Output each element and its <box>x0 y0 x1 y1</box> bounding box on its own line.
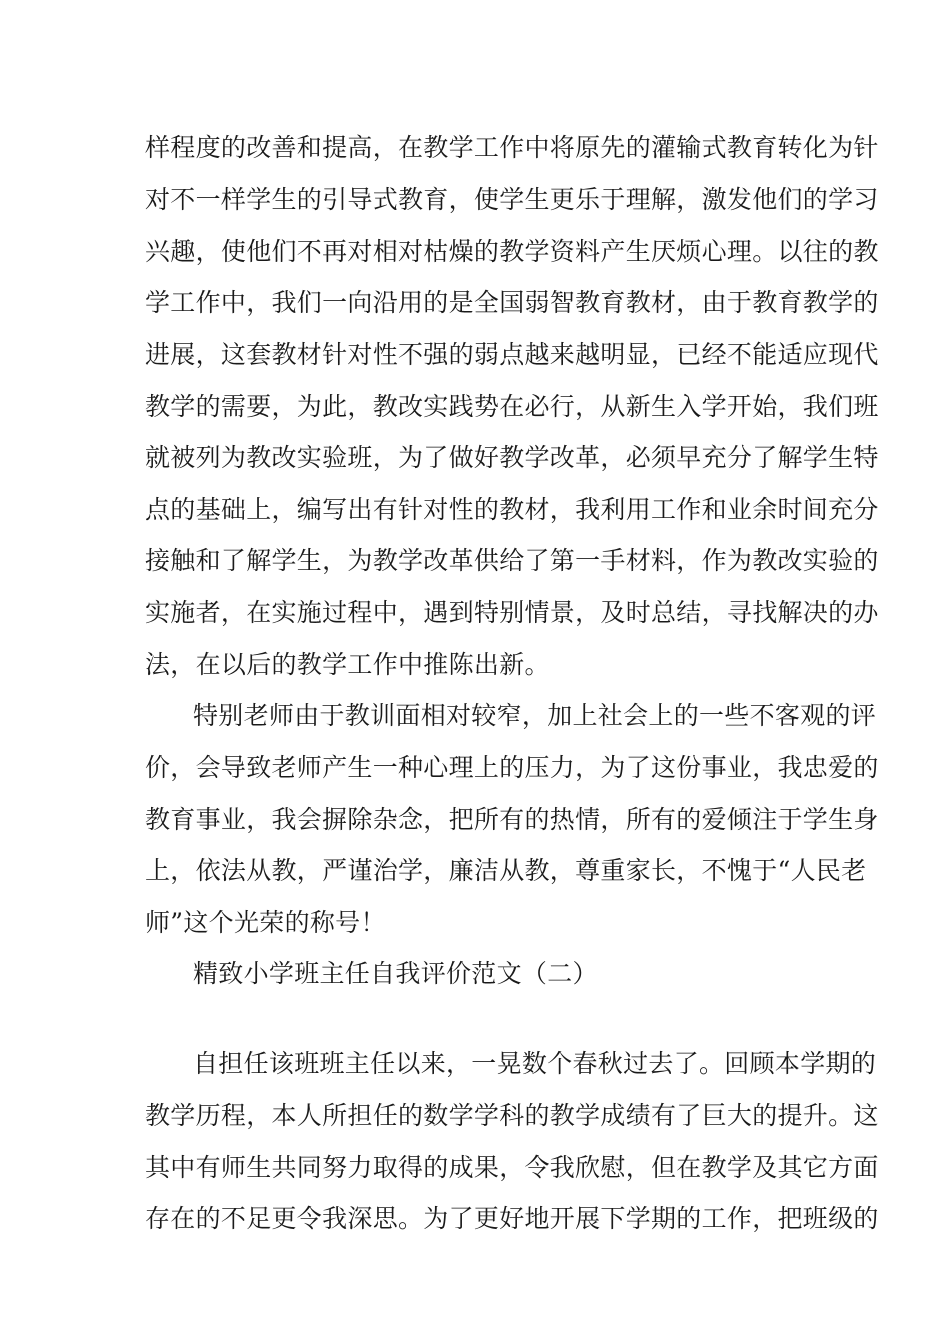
text-line: 学工作中，我们一向沿用的是全国弱智教育教材，由于教育教学的 <box>145 288 879 317</box>
section-heading: 精致小学班主任自我评价范文（二） <box>193 959 598 988</box>
text-line: 实施者，在实施过程中，遇到特别情景，及时总结，寻找解决的办 <box>145 598 879 627</box>
text-line: 特别老师由于教训面相对较窄，加上社会上的一些不客观的评 <box>193 701 877 730</box>
text-line: 教学的需要，为此，教改实践势在必行，从新生入学开始，我们班 <box>145 392 879 421</box>
text-line: 兴趣，使他们不再对相对枯燥的教学资料产生厌烦心理。以往的教 <box>145 237 879 266</box>
text-line: 上，依法从教，严谨治学，廉洁从教，尊重家长，不愧于“人民老 <box>145 856 867 885</box>
text-line: 就被列为教改实验班，为了做好教学改革，必须早充分了解学生特 <box>145 443 879 472</box>
text-line: 其中有师生共同努力取得的成果，令我欣慰，但在教学及其它方面 <box>145 1153 879 1182</box>
text-line: 师”这个光荣的称号！ <box>145 908 386 937</box>
text-line: 对不一样学生的引导式教育，使学生更乐于理解，激发他们的学习 <box>145 185 879 214</box>
text-line: 存在的不足更令我深思。为了更好地开展下学期的工作，把班级的 <box>145 1204 879 1233</box>
text-line: 自担任该班班主任以来，一晃数个春秋过去了。回顾本学期的 <box>193 1049 877 1078</box>
text-line: 点的基础上，编写出有针对性的教材，我利用工作和业余时间充分 <box>145 495 879 524</box>
text-line: 进展，这套教材针对性不强的弱点越来越明显，已经不能适应现代 <box>145 340 879 369</box>
text-line: 教学历程，本人所担任的数学学科的教学成绩有了巨大的提升。这 <box>145 1101 879 1130</box>
text-line: 接触和了解学生，为教学改革供给了第一手材料，作为教改实验的 <box>145 546 879 575</box>
text-line: 样程度的改善和提高，在教学工作中将原先的灌输式教育转化为针 <box>145 133 879 162</box>
text-line: 法，在以后的教学工作中推陈出新。 <box>145 650 550 679</box>
text-line: 教育事业，我会摒除杂念，把所有的热情，所有的爱倾注于学生身 <box>145 805 879 834</box>
text-line: 价，会导致老师产生一种心理上的压力，为了这份事业，我忠爱的 <box>145 753 879 782</box>
